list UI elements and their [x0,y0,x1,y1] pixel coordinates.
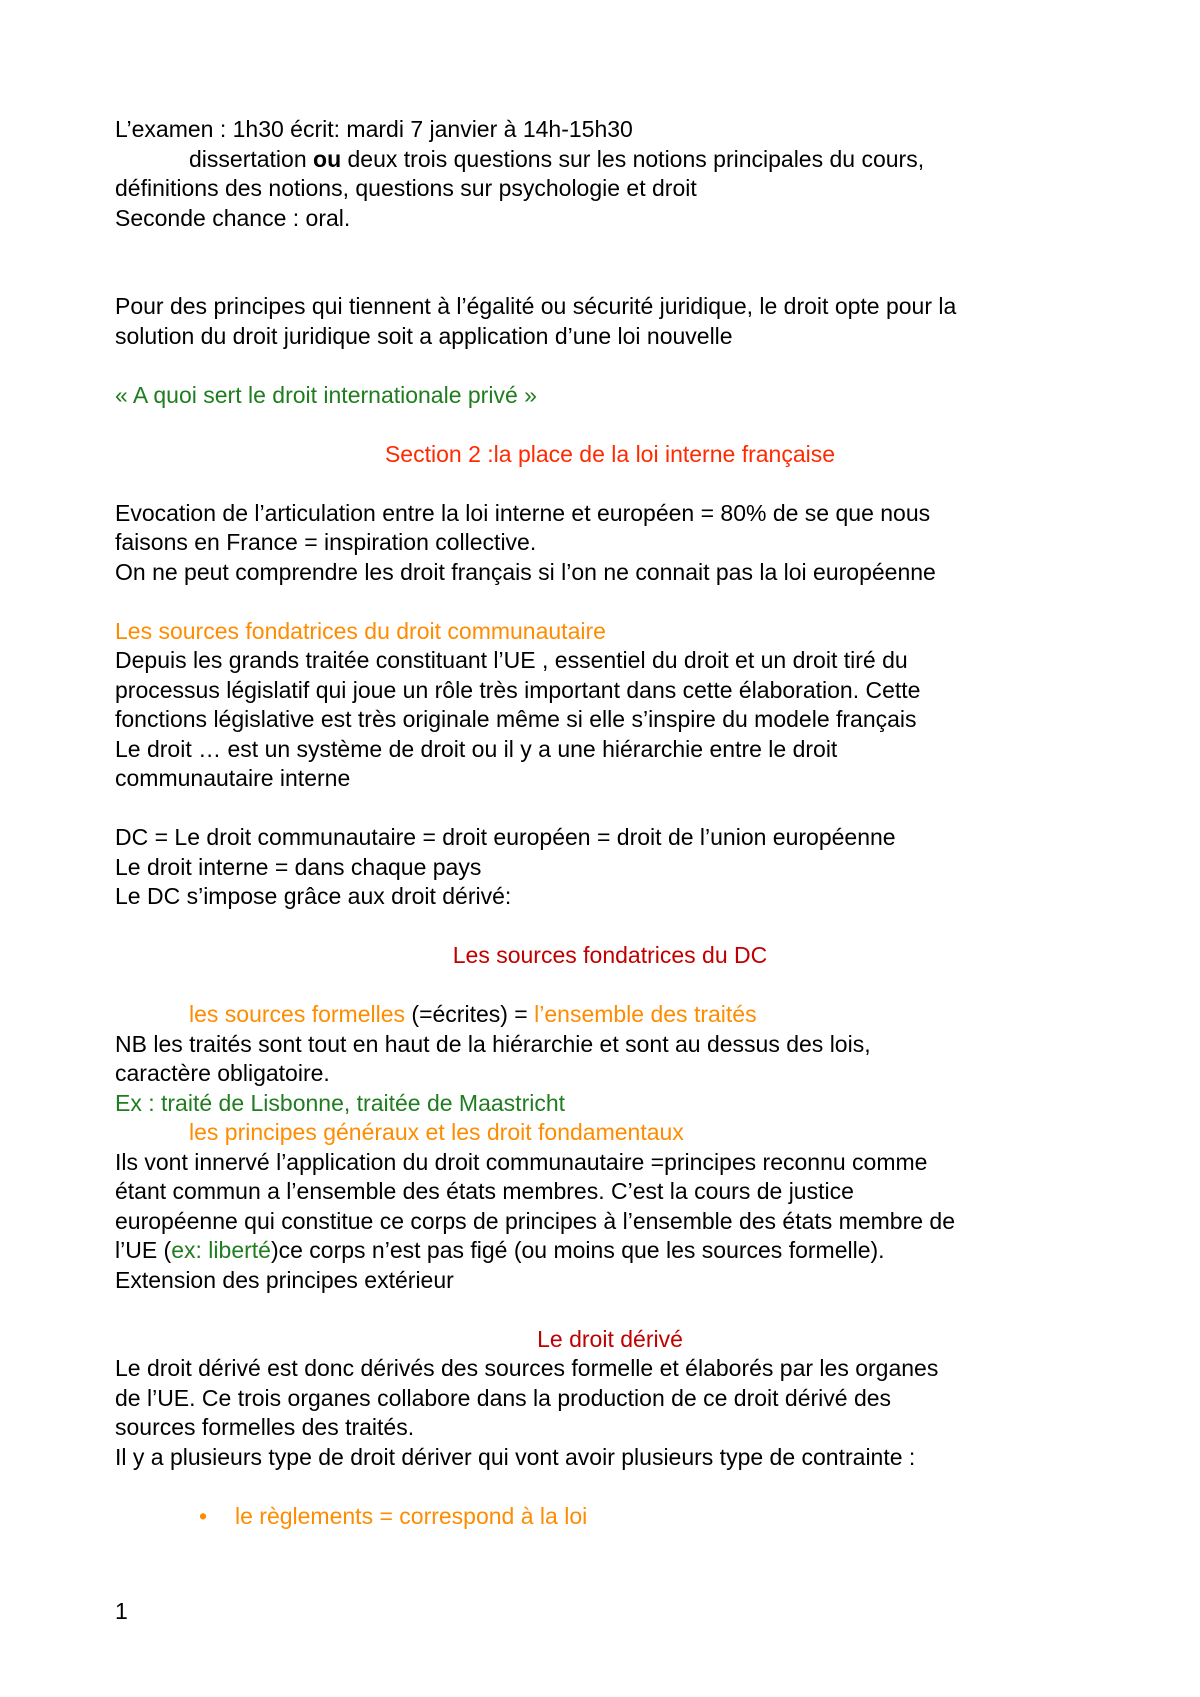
spacer [115,469,1105,499]
quote-line: « A quoi sert le droit internationale privé » [115,381,537,408]
formal-sources-label: les sources formelles [189,1001,406,1027]
spacer [115,1295,1105,1325]
formal-sources-line [115,1000,1105,1030]
spacer [115,410,1105,440]
formal-sources-middle: (=écrites) = [405,1001,535,1027]
principles-line-5: Extension des principes extérieur [115,1266,454,1293]
spacer [115,1472,1105,1502]
exam-line-2b: ou [313,145,342,172]
derived-law-title: Le droit dérivé [537,1325,683,1352]
section-2-title: Section 2 :la place de la loi interne française [384,440,836,467]
dc-line-1: DC = Le droit communautaire = droit européen = droit de l’union européenne [115,824,896,850]
dc-line-2: Le droit interne = dans chaque pays [115,853,482,880]
spacer [115,233,1105,292]
document-body [115,115,1105,1531]
derived-line-2: de l’UE. Ce trois organes collabore dans la production de ce droit dérivé des [115,1384,892,1411]
sources-line-1: Depuis les grands traitée constituant l’UE , essentiel du droit et un droit tiré du [115,647,908,673]
bullet-item [115,1502,1105,1532]
intro-line-1: Pour des principes qui tiennent à l’égalité ou sécurité juridique, le droit opte pour la [115,293,957,319]
spacer [115,794,1105,824]
derived-line-1: Le droit dérivé est donc dérivés des sources formelle et élaborés par les organes [115,1355,939,1381]
dc-line-3: Le DC s’impose grâce aux droit dérivé: [115,883,512,909]
principles-line-4c: )ce corps n’est pas figé (ou moins que les sources formelle). [270,1237,885,1263]
sources-line-4: Le droit … est un système de droit ou il y a une hiérarchie entre le droit [115,735,838,762]
principles-line-4 [115,1236,1105,1266]
intro-line-2: solution du droit juridique soit a application d’une loi nouvelle [115,322,733,349]
principles-line-2: étant commun a l’ensemble des états membres. C’est la cours de justice [115,1178,854,1204]
sources-line-5: communautaire interne [115,765,351,791]
spacer [115,351,1105,381]
exam-line-2c: deux trois questions sur les notions principales du cours, [341,145,925,172]
exam-line-3: définitions des notions, questions sur psychologie et droit [115,175,697,201]
exam-line-4: Seconde chance : oral. [115,204,351,231]
derived-line-4: Il y a plusieurs type de droit dériver qui vont avoir plusieurs type de contrainte : [115,1443,916,1470]
bullet-icon: • [199,1502,208,1529]
bullet-text: le règlements = correspond à la loi [235,1502,588,1529]
spacer [115,971,1105,1001]
derived-line-3: sources formelles des traités. [115,1414,415,1440]
dc-sources-title: Les sources fondatrices du DC [452,942,768,968]
sources-heading: Les sources fondatrices du droit communautaire [115,617,606,644]
nb-line-2: caractère obligatoire. [115,1060,330,1086]
spacer [115,587,1105,617]
exam-line-2a: dissertation [189,145,314,172]
sources-line-2: processus législatif qui joue un rôle très important dans cette élaboration. Cette [115,676,921,703]
example-line: Ex : traité de Lisbonne, traitée de Maastricht [115,1089,566,1116]
page-number: 1 [115,1598,128,1624]
principles-line-1: Ils vont innervé l’application du droit communautaire =principes reconnu comme [115,1148,928,1175]
evocation-line-3: On ne peut comprendre les droit français si l’on ne connait pas la loi européenne [115,558,936,585]
principles-heading: les principes généraux et les droit fondamentaux [189,1119,684,1145]
exam-line-1: L’examen : 1h30 écrit: mardi 7 janvier à 14h-15h30 [115,116,633,142]
principles-line-4a: l’UE ( [115,1237,172,1263]
spacer [115,912,1105,942]
sources-line-3: fonctions législative est très originale même si elle s’inspire du modele français [115,706,917,732]
evocation-line-1: Evocation de l’articulation entre la loi interne et européen = 80% de se que nous [115,499,931,526]
principles-example: ex: liberté [171,1237,271,1263]
formal-sources-treaties: l’ensemble des traités [534,1001,757,1027]
exam-line-2 [115,145,1105,175]
nb-line-1: NB les traités sont tout en haut de la hiérarchie et sont au dessus des lois, [115,1030,871,1057]
principles-line-3: européenne qui constitue ce corps de principes à l’ensemble des états membre de [115,1207,955,1234]
evocation-line-2: faisons en France = inspiration collective. [115,529,537,555]
